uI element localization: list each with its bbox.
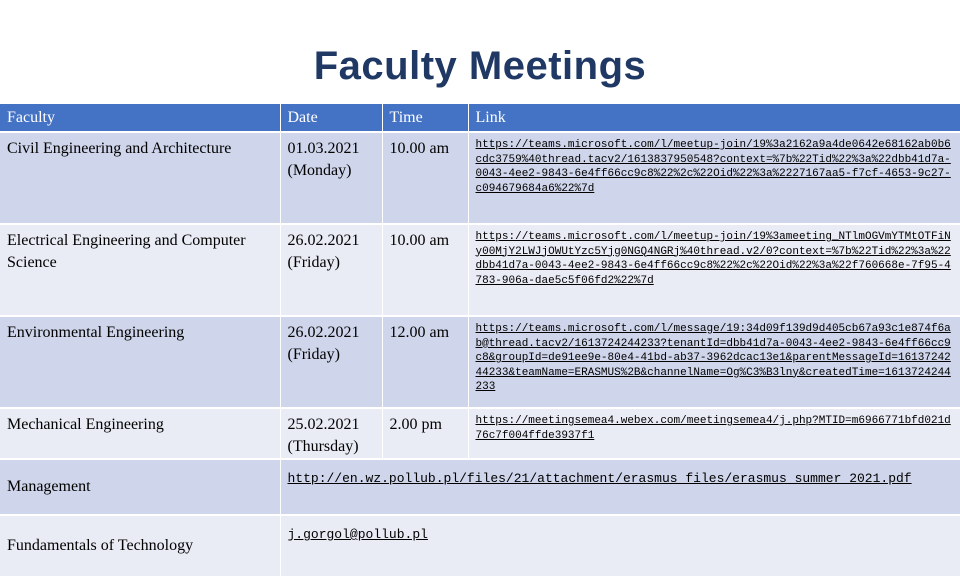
date-cell: 25.02.2021 (Thursday) xyxy=(280,408,382,459)
date-cell: 26.02.2021 (Friday) xyxy=(280,224,382,316)
link-cell xyxy=(468,316,960,408)
table-row xyxy=(0,132,960,224)
attachment-link[interactable]: http://en.wz.pollub.pl/files/21/attachment/erasmus_files/erasmus_summer_2021.pdf xyxy=(287,471,912,486)
time-cell: 2.00 pm xyxy=(382,408,468,459)
date-cell: 26.02.2021 (Friday) xyxy=(280,316,382,408)
meeting-link[interactable]: https://meetingsemea4.webex.com/meetingsemea4/j.php?MTID=m6966771bfd021d76c7f004ffde3937f1 xyxy=(475,415,951,442)
table-row xyxy=(0,408,960,459)
link-cell xyxy=(468,224,960,316)
table-header-row xyxy=(0,104,960,132)
link-cell xyxy=(280,459,960,515)
time-cell: 10.00 am xyxy=(382,224,468,316)
meeting-link[interactable]: https://teams.microsoft.com/l/message/19:34d09f139d9d405cb67a93c1e874f6ab@thread.tacv2/1613724244233?tenantId=dbb41d7a-0043-4ee2-9843-6e4ff66cc9c8&groupId=de91ee9e-80e4-41bd-ab37-3962dcac13e1&parentMessageId=1613724244233&teamName=ERASMUS%2B&channelName=Og%C3%B3lny&createdTime=1613724244233 xyxy=(475,323,951,393)
header-time: Time xyxy=(382,104,468,132)
email-link[interactable]: j.gorgol@pollub.pl xyxy=(287,527,428,542)
time-cell: 12.00 am xyxy=(382,316,468,408)
faculty-cell: Fundamentals of Technology xyxy=(0,515,280,576)
header-date: Date xyxy=(280,104,382,132)
faculty-cell: Electrical Engineering and Computer Science xyxy=(0,224,280,316)
meeting-link[interactable]: https://teams.microsoft.com/l/meetup-join/19%3ameeting_NTlmOGVmYTMtOTFiNy00MjY2LWJjOWUtYzc5Yjg0NGQ4NGRj%40thread.v2/0?context=%7b%22Tid%22%3a%22dbb41d7a-0043-4ee2-9843-6e4ff66cc9c8%22%2c%22Oid%22%3a%22f760668e-7f95-4783-906a-dae5c5f06fd2%22%7d xyxy=(475,231,951,287)
date-cell: 01.03.2021 (Monday) xyxy=(280,132,382,224)
link-cell xyxy=(468,408,960,459)
faculty-cell: Mechanical Engineering xyxy=(0,408,280,459)
header-link: Link xyxy=(468,104,960,132)
faculty-cell: Environmental Engineering xyxy=(0,316,280,408)
page-title: Faculty Meetings xyxy=(313,44,647,88)
table-row xyxy=(0,459,960,515)
link-cell xyxy=(280,515,960,576)
table-row xyxy=(0,515,960,576)
faculty-cell: Civil Engineering and Architecture xyxy=(0,132,280,224)
faculty-cell: Management xyxy=(0,459,280,515)
link-cell xyxy=(468,132,960,224)
meeting-link[interactable]: https://teams.microsoft.com/l/meetup-join/19%3a2162a9a4de0642e68162ab0b6cdc3759%40thread.tacv2/1613837950548?context=%7b%22Tid%22%3a%22dbb41d7a-0043-4ee2-9843-6e4ff66cc9c8%22%2c%22Oid%22%3a%2227167aa5-f7cf-4653-9c27-c094679684a6%22%7d xyxy=(475,139,951,195)
header-faculty: Faculty xyxy=(0,104,280,132)
time-cell: 10.00 am xyxy=(382,132,468,224)
table-row xyxy=(0,224,960,316)
table-row xyxy=(0,316,960,408)
faculty-meetings-table xyxy=(0,104,960,576)
